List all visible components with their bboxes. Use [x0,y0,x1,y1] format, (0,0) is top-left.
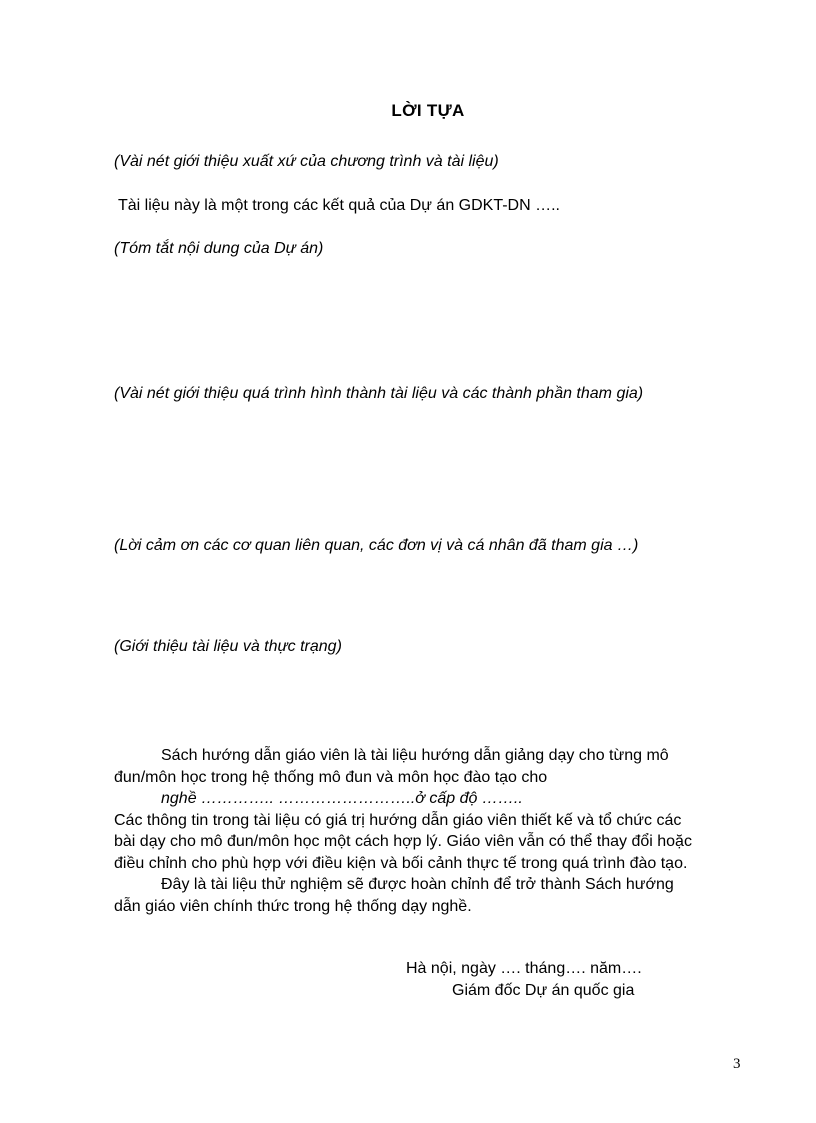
paragraph-line: bài dạy cho mô đun/môn học một cách hợp lý. Giáo viên vẫn có thể thay đổi hoặc [114,833,692,850]
paragraph-line: dẫn giáo viên chính thức trong hệ thống dạy nghề. [114,897,472,915]
paragraph-line: nghề ………….. ……………………..ở cấp độ …….. [161,790,523,807]
note-thanks: (Lời cảm ơn các cơ quan liên quan, các đơn vị và cá nhân đã tham gia …) [114,537,639,554]
statement-text: Tài liệu này là một trong các kết quả của Dự án GDKT-DN ….. [118,197,560,214]
paragraph-line: Đây là tài liệu thử nghiệm sẽ được hoàn chỉnh để trở thành Sách hướng [161,876,674,893]
paragraph-line: Sách hướng dẫn giáo viên là tài liệu hướng dẫn giảng dạy cho từng mô [161,747,669,764]
note-formation: (Vài nét giới thiệu quá trình hình thành tài liệu và các thành phần tham gia) [114,385,644,402]
signature-signer: Giám đốc Dự án quốc gia [452,982,635,999]
paragraph-line: Các thông tin trong tài liệu có giá trị hướng dẫn giáo viên thiết kế và tổ chức các [114,811,682,829]
note-project-summary: (Tóm tắt nội dung của Dự án) [114,240,324,257]
signature-date-line: Hà nội, ngày …. tháng…. năm…. [406,960,642,977]
paragraph-line: điều chỉnh cho phù hợp với điều kiện và bối cảnh thực tế trong quá trình đào tạo. [114,854,688,872]
body-paragraph [114,745,744,917]
page-number: 3 [733,1056,741,1072]
page-title: LỜI TỰA [391,101,465,120]
note-origin: (Vài nét giới thiệu xuất xứ của chương trình và tài liệu) [114,153,499,170]
note-intro: (Giới thiệu tài liệu và thực trạng) [114,638,342,655]
paragraph-line: đun/môn học trong hệ thống mô đun và môn học đào tạo cho [114,768,548,786]
